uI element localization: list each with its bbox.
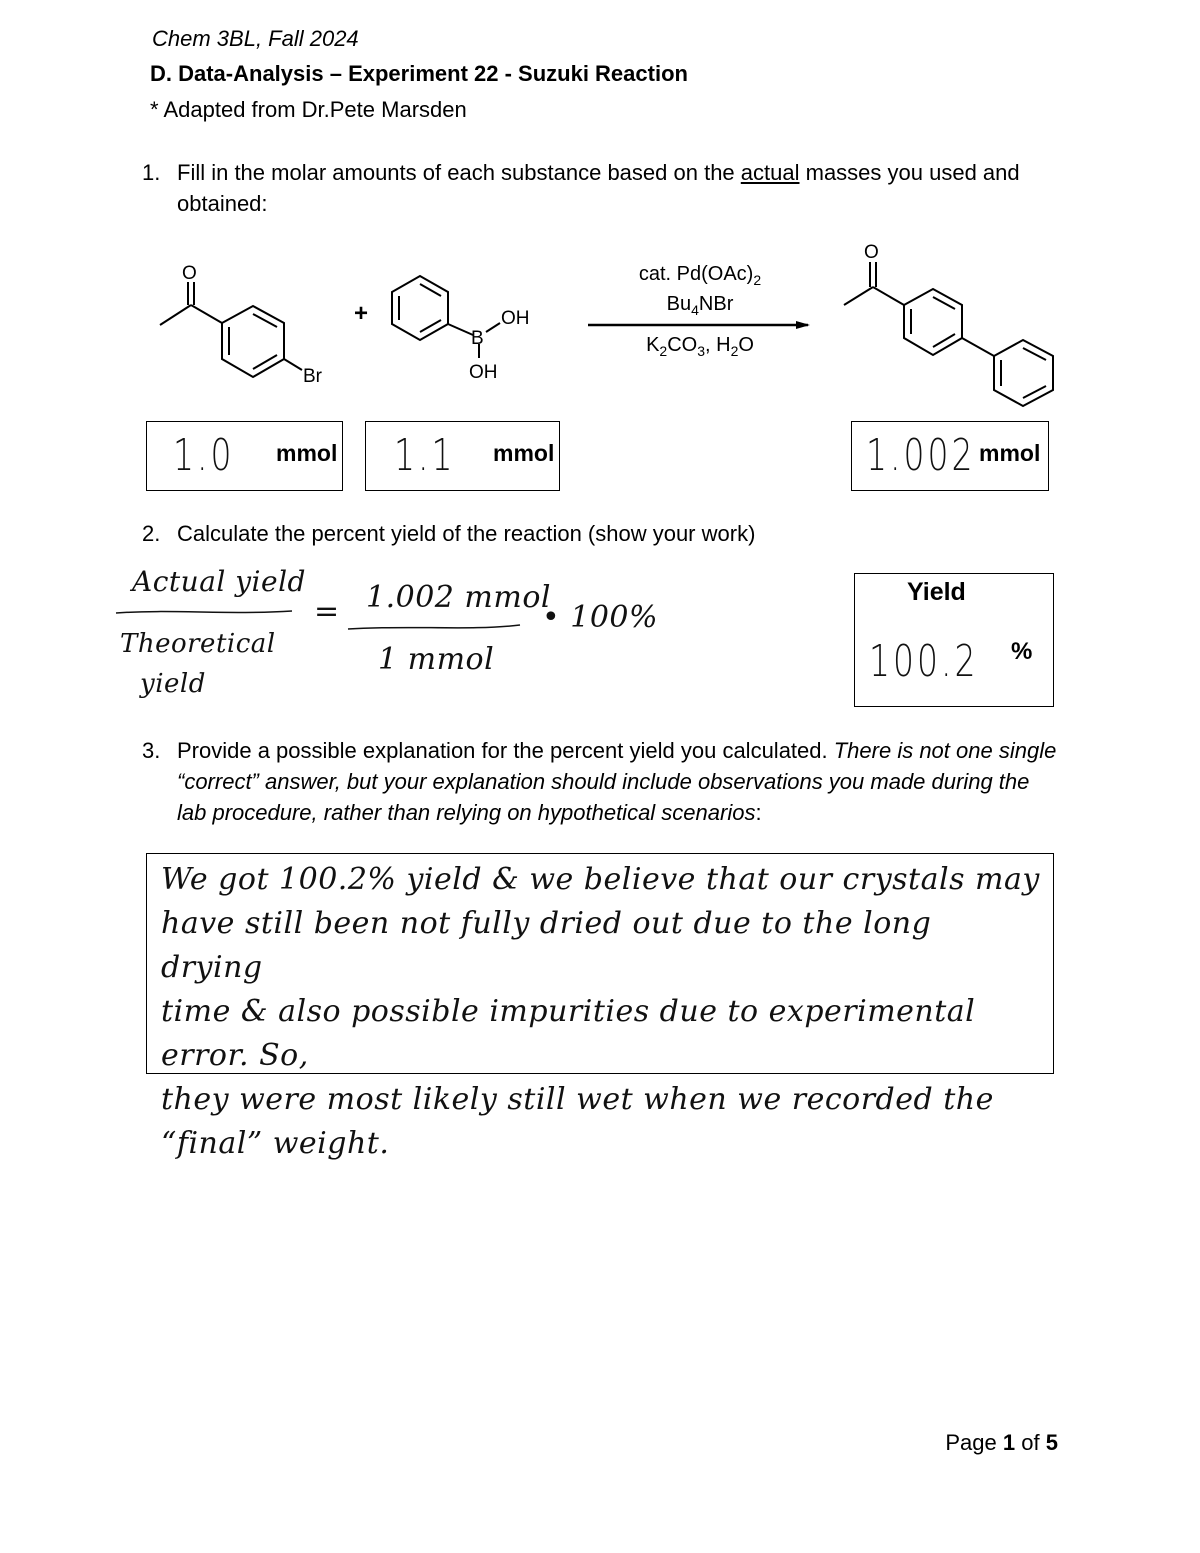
cond-b: CO	[667, 334, 698, 356]
question-3-number: 3.	[142, 738, 161, 763]
question-3	[142, 735, 1057, 828]
work-equals: =	[314, 594, 340, 629]
4-bromoacetophenone-structure	[160, 282, 302, 377]
reactant1-amount-value: 1.0	[173, 430, 235, 481]
footer-of-word: of	[1021, 1430, 1040, 1455]
atom-oh-2: OH	[469, 362, 498, 383]
reactant2-amount-box[interactable]	[365, 421, 560, 491]
answer-line-5: “final” weight.	[161, 1126, 390, 1161]
cond-sub1: 2	[659, 343, 668, 359]
question-1	[142, 157, 1057, 219]
plus-sign: +	[354, 300, 369, 327]
question-2	[142, 518, 1057, 549]
answer-handwriting	[161, 858, 1041, 1166]
q1-text-before: Fill in the molar amounts of each substance based on the	[177, 160, 741, 185]
question-1-number: 1.	[142, 160, 161, 185]
page-footer	[945, 1430, 1058, 1456]
catalyst-text: cat. Pd(OAc)	[638, 263, 754, 285]
cond-sub3: 2	[730, 343, 739, 359]
atom-br: Br	[303, 366, 322, 387]
cond-c: , H	[705, 334, 731, 356]
atom-b: B	[471, 328, 484, 349]
atom-oh-1: OH	[501, 308, 530, 329]
answer-line-1: We got 100.2% yield & we believe that our crystals may	[161, 862, 1040, 897]
answer-line-2: have still been not fully dried out due to the long drying	[161, 906, 932, 985]
work-frac-denominator: 1 mmol	[378, 642, 495, 677]
footer-page-total: 5	[1045, 1430, 1058, 1455]
work-theoretical: Theoretical	[120, 629, 276, 659]
yield-label: Yield	[907, 578, 966, 606]
atom-o-2: O	[864, 242, 879, 263]
reactant1-unit: mmol	[276, 440, 338, 466]
cond-d: O	[738, 334, 754, 356]
reactant2-amount-value: 1.1	[394, 430, 456, 481]
cond-a: K	[646, 334, 660, 356]
yield-value: 100.2	[869, 636, 979, 687]
q1-text-underline: actual	[740, 160, 800, 185]
answer-line-4: they were most likely still wet when we recorded the	[161, 1082, 994, 1117]
additive-label	[590, 293, 810, 318]
yield-box[interactable]	[854, 573, 1054, 707]
atom-o-1: O	[182, 263, 197, 284]
work-line-1	[116, 611, 292, 613]
q3-text-italic: There is not one single “correct” answer, but your explanation should include observations you made during the lab procedure, rather than relying on hypothetical scenarios	[177, 738, 1057, 825]
yield-percent-sign: %	[1011, 638, 1033, 665]
q1-text-after: masses you used and obtained:	[177, 160, 1020, 216]
additive-text-b: NBr	[698, 293, 734, 315]
course-header: Chem 3BL, Fall 2024	[152, 26, 359, 51]
catalyst-label	[590, 263, 810, 288]
product-unit: mmol	[979, 440, 1041, 466]
additive-text-a: Bu	[666, 293, 692, 315]
question-2-text: Calculate the percent yield of the reaction (show your work)	[177, 521, 756, 546]
product-amount-box[interactable]	[851, 421, 1049, 491]
cond-sub2: 3	[697, 343, 705, 359]
question-1-text	[177, 157, 1057, 219]
work-actual-yield: Actual yield	[132, 565, 306, 598]
adapted-note: * Adapted from Dr.Pete Marsden	[150, 97, 467, 122]
4-acetylbiphenyl-structure	[844, 262, 1053, 406]
product-amount-value: 1.002	[866, 430, 976, 481]
footer-page-word: Page	[945, 1430, 997, 1455]
document-title: D. Data-Analysis – Experiment 22 - Suzuki Reaction	[150, 61, 688, 86]
q3-text-end: :	[755, 800, 762, 825]
work-line-2	[348, 625, 520, 629]
conditions-label	[590, 334, 810, 359]
explanation-answer-box[interactable]	[146, 853, 1054, 1161]
question-3-text	[177, 735, 1057, 828]
reactant2-unit: mmol	[493, 440, 555, 466]
footer-page-number: 1	[1002, 1430, 1016, 1455]
answer-line-3: time & also possible impurities due to experimental error. So,	[161, 994, 976, 1073]
handwritten-work	[110, 560, 810, 720]
arrow-head	[796, 321, 810, 329]
reaction-scheme	[0, 230, 1200, 420]
additive-sub: 4	[691, 302, 699, 318]
work-yield: yield	[140, 669, 206, 699]
phenylboronic-acid-structure	[392, 276, 500, 358]
catalyst-sub: 2	[753, 272, 762, 288]
work-times-100: • 100%	[542, 600, 658, 635]
work-frac-numerator: 1.002 mmol	[366, 580, 551, 615]
question-2-number: 2.	[142, 521, 161, 546]
q3-text-normal: Provide a possible explanation for the percent yield you calculated.	[177, 738, 834, 763]
reactant1-amount-box[interactable]	[146, 421, 343, 491]
